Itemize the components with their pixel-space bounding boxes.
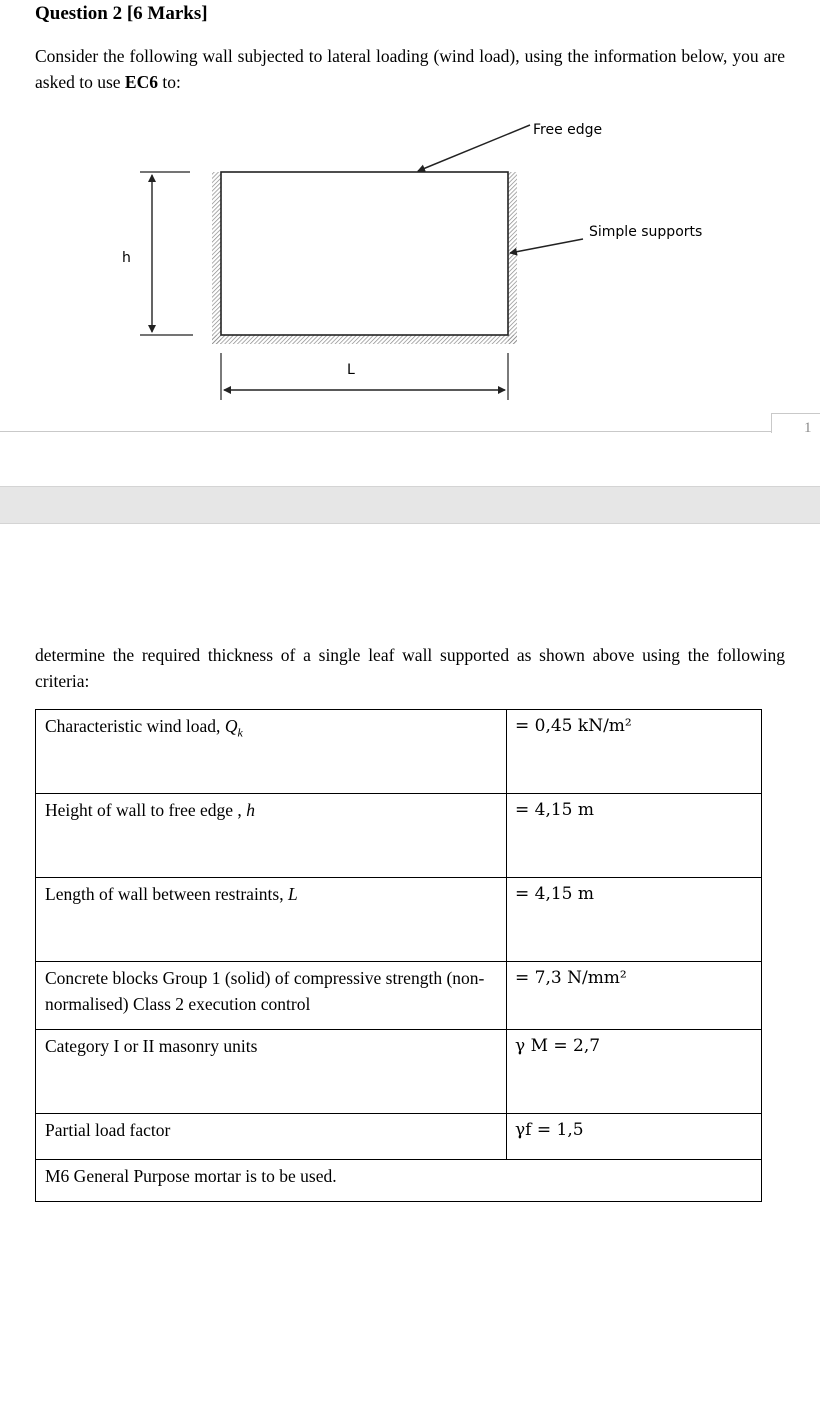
wall-panel xyxy=(221,172,508,335)
question-intro: Consider the following wall subjected to lateral loading (wind load), using the information below, you are asked to use EC6 to: xyxy=(35,46,785,92)
criteria-value: γ M = 2,7 xyxy=(507,1030,762,1114)
criteria-description: Concrete blocks Group 1 (solid) of compressive strength (non-normalised) Class 2 execution control xyxy=(36,962,507,1030)
page-break xyxy=(0,486,820,524)
table-row xyxy=(36,1114,762,1160)
criteria-description: Partial load factor xyxy=(36,1114,507,1160)
right-support-hatch xyxy=(508,172,517,344)
criteria-description: Characteristic wind load, $Q_k$ xyxy=(36,710,507,794)
simple-supports-arrow xyxy=(510,239,583,253)
criteria-description: Category I or II masonry units xyxy=(36,1030,507,1114)
page-footer-line xyxy=(0,431,772,432)
simple-supports-label: Simple supports xyxy=(589,224,703,240)
wall-diagram xyxy=(0,110,820,410)
criteria-value: = 4,15 m xyxy=(507,794,762,878)
page-number: 1 xyxy=(804,420,812,436)
criteria-description: Length of wall between restraints, L xyxy=(36,878,507,962)
criteria-value: γf = 1,5 xyxy=(507,1114,762,1160)
criteria-value: = 7,3 N/mm² xyxy=(507,962,762,1030)
criteria-table xyxy=(35,709,762,1202)
height-label: h xyxy=(122,250,131,266)
criteria-intro: determine the required thickness of a single leaf wall supported as shown above using the following criteria: xyxy=(35,645,785,691)
criteria-value: = 0,45 kN/m² xyxy=(507,710,762,794)
length-label: L xyxy=(347,362,355,378)
free-edge-label: Free edge xyxy=(533,122,603,138)
table-row xyxy=(36,1030,762,1114)
code-reference: EC6 xyxy=(124,72,158,92)
table-row xyxy=(36,878,762,962)
criteria-value: = 4,15 m xyxy=(507,878,762,962)
page-1 xyxy=(0,0,820,486)
left-support-hatch xyxy=(212,172,221,344)
free-edge-arrow xyxy=(418,125,530,171)
question-heading: Question 2 [6 Marks] xyxy=(35,3,208,24)
criteria-note: M6 General Purpose mortar is to be used. xyxy=(36,1160,762,1202)
table-row xyxy=(36,710,762,794)
table-row xyxy=(36,962,762,1030)
table-row xyxy=(36,794,762,878)
criteria-description: Height of wall to free edge , h xyxy=(36,794,507,878)
base-support-hatch xyxy=(212,335,517,344)
page-number-box xyxy=(771,413,820,433)
table-row xyxy=(36,1160,762,1202)
